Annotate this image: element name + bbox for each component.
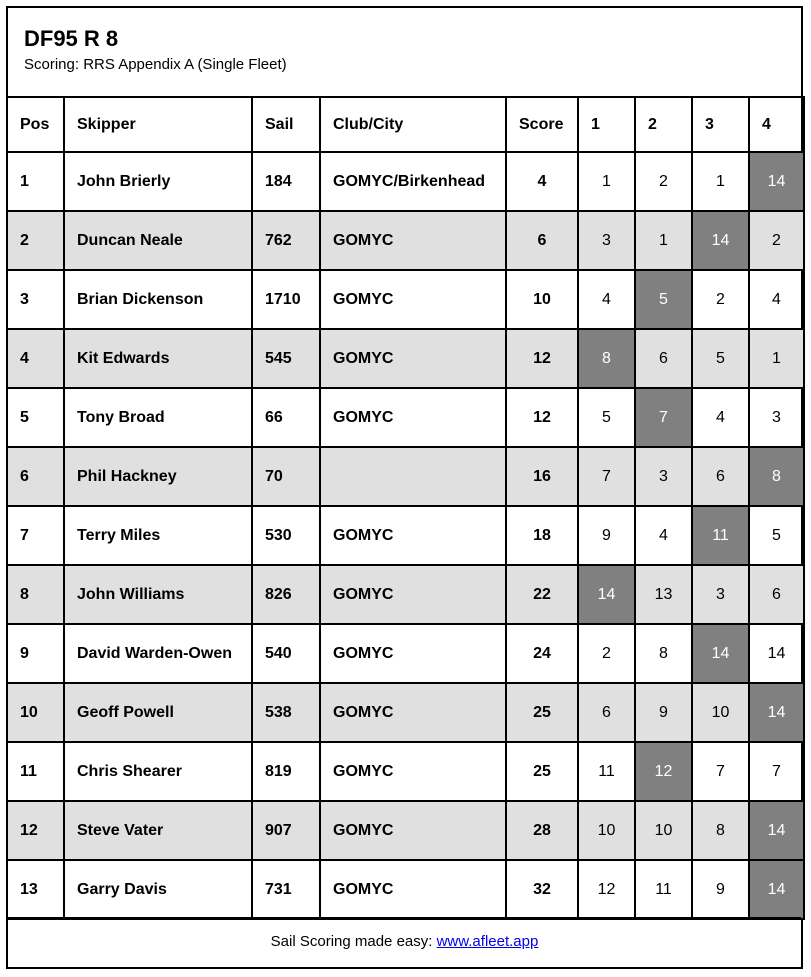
pos-cell: 5 — [7, 388, 64, 447]
sail-cell: 545 — [252, 329, 320, 388]
table-row — [7, 152, 804, 211]
race-2-cell: 3 — [635, 447, 692, 506]
club-cell: GOMYC — [320, 211, 506, 270]
skipper-cell: Brian Dickenson — [64, 270, 252, 329]
table-header-row — [7, 97, 804, 152]
race-1-cell: 10 — [578, 801, 635, 860]
score-cell: 6 — [506, 211, 578, 270]
race-3-cell: 3 — [692, 565, 749, 624]
scoring-system-label: Scoring: RRS Appendix A (Single Fleet) — [24, 56, 287, 73]
club-cell: GOMYC — [320, 506, 506, 565]
race-4-cell: 14 — [749, 624, 804, 683]
race-3-cell: 14 — [692, 211, 749, 270]
sail-cell: 538 — [252, 683, 320, 742]
club-cell: GOMYC — [320, 388, 506, 447]
column-header-race-4: 4 — [749, 97, 804, 152]
race-1-cell: 11 — [578, 742, 635, 801]
race-1-cell: 4 — [578, 270, 635, 329]
club-cell — [320, 447, 506, 506]
club-cell: GOMYC — [320, 683, 506, 742]
results-table — [6, 96, 805, 920]
skipper-cell: Phil Hackney — [64, 447, 252, 506]
score-cell: 4 — [506, 152, 578, 211]
sail-cell: 826 — [252, 565, 320, 624]
table-row — [7, 447, 804, 506]
race-4-cell: 1 — [749, 329, 804, 388]
race-4-cell: 5 — [749, 506, 804, 565]
race-2-cell: 13 — [635, 565, 692, 624]
race-4-cell: 14 — [749, 860, 804, 919]
column-header-club: Club/City — [320, 97, 506, 152]
race-2-cell: 12 — [635, 742, 692, 801]
pos-cell: 6 — [7, 447, 64, 506]
race-1-cell: 14 — [578, 565, 635, 624]
race-4-cell: 8 — [749, 447, 804, 506]
race-2-cell: 6 — [635, 329, 692, 388]
race-3-cell: 1 — [692, 152, 749, 211]
sail-cell: 819 — [252, 742, 320, 801]
footer-text: Sail Scoring made easy: — [270, 933, 437, 950]
skipper-cell: Kit Edwards — [64, 329, 252, 388]
column-header-race-3: 3 — [692, 97, 749, 152]
skipper-cell: Garry Davis — [64, 860, 252, 919]
pos-cell: 11 — [7, 742, 64, 801]
results-body — [7, 152, 804, 919]
column-header-sail: Sail — [252, 97, 320, 152]
sail-cell: 66 — [252, 388, 320, 447]
pos-cell: 8 — [7, 565, 64, 624]
pos-cell: 7 — [7, 506, 64, 565]
table-row — [7, 683, 804, 742]
race-1-cell: 1 — [578, 152, 635, 211]
table-row — [7, 388, 804, 447]
club-cell: GOMYC — [320, 860, 506, 919]
skipper-cell: Terry Miles — [64, 506, 252, 565]
score-cell: 12 — [506, 388, 578, 447]
score-cell: 25 — [506, 742, 578, 801]
score-cell: 24 — [506, 624, 578, 683]
pos-cell: 2 — [7, 211, 64, 270]
table-row — [7, 211, 804, 270]
skipper-cell: David Warden-Owen — [64, 624, 252, 683]
club-cell: GOMYC — [320, 565, 506, 624]
race-2-cell: 5 — [635, 270, 692, 329]
sail-cell: 540 — [252, 624, 320, 683]
race-4-cell: 14 — [749, 152, 804, 211]
race-4-cell: 4 — [749, 270, 804, 329]
race-3-cell: 2 — [692, 270, 749, 329]
race-4-cell: 6 — [749, 565, 804, 624]
race-4-cell: 14 — [749, 683, 804, 742]
results-header — [8, 8, 801, 96]
race-2-cell: 8 — [635, 624, 692, 683]
pos-cell: 1 — [7, 152, 64, 211]
race-4-cell: 2 — [749, 211, 804, 270]
race-3-cell: 5 — [692, 329, 749, 388]
club-cell: GOMYC — [320, 329, 506, 388]
race-3-cell: 9 — [692, 860, 749, 919]
race-1-cell: 3 — [578, 211, 635, 270]
sail-cell: 762 — [252, 211, 320, 270]
column-header-pos: Pos — [7, 97, 64, 152]
skipper-cell: Tony Broad — [64, 388, 252, 447]
race-4-cell: 14 — [749, 801, 804, 860]
sail-cell: 184 — [252, 152, 320, 211]
race-4-cell: 3 — [749, 388, 804, 447]
table-row — [7, 624, 804, 683]
score-cell: 12 — [506, 329, 578, 388]
score-cell: 18 — [506, 506, 578, 565]
footer — [8, 917, 801, 967]
sail-cell: 70 — [252, 447, 320, 506]
results-sheet — [6, 6, 803, 969]
column-header-race-2: 2 — [635, 97, 692, 152]
pos-cell: 4 — [7, 329, 64, 388]
club-cell: GOMYC — [320, 742, 506, 801]
club-cell: GOMYC — [320, 801, 506, 860]
club-cell: GOMYC — [320, 624, 506, 683]
race-1-cell: 9 — [578, 506, 635, 565]
column-header-race-1: 1 — [578, 97, 635, 152]
afleet-link[interactable]: www.afleet.app — [436, 933, 539, 950]
skipper-cell: Steve Vater — [64, 801, 252, 860]
sail-cell: 907 — [252, 801, 320, 860]
table-row — [7, 801, 804, 860]
race-3-cell: 8 — [692, 801, 749, 860]
skipper-cell: John Brierly — [64, 152, 252, 211]
race-4-cell: 7 — [749, 742, 804, 801]
sail-cell: 530 — [252, 506, 320, 565]
score-cell: 22 — [506, 565, 578, 624]
score-cell: 16 — [506, 447, 578, 506]
event-title: DF95 R 8 — [24, 26, 119, 51]
skipper-cell: Geoff Powell — [64, 683, 252, 742]
club-cell: GOMYC/Birkenhead — [320, 152, 506, 211]
race-1-cell: 8 — [578, 329, 635, 388]
table-row — [7, 329, 804, 388]
column-header-score: Score — [506, 97, 578, 152]
race-2-cell: 1 — [635, 211, 692, 270]
score-cell: 10 — [506, 270, 578, 329]
race-3-cell: 10 — [692, 683, 749, 742]
table-row — [7, 860, 804, 919]
score-cell: 32 — [506, 860, 578, 919]
race-2-cell: 10 — [635, 801, 692, 860]
race-1-cell: 2 — [578, 624, 635, 683]
race-3-cell: 14 — [692, 624, 749, 683]
skipper-cell: Duncan Neale — [64, 211, 252, 270]
table-row — [7, 742, 804, 801]
race-2-cell: 2 — [635, 152, 692, 211]
pos-cell: 12 — [7, 801, 64, 860]
pos-cell: 9 — [7, 624, 64, 683]
score-cell: 25 — [506, 683, 578, 742]
race-3-cell: 7 — [692, 742, 749, 801]
table-row — [7, 506, 804, 565]
score-cell: 28 — [506, 801, 578, 860]
race-1-cell: 12 — [578, 860, 635, 919]
sail-cell: 731 — [252, 860, 320, 919]
table-row — [7, 565, 804, 624]
pos-cell: 13 — [7, 860, 64, 919]
skipper-cell: Chris Shearer — [64, 742, 252, 801]
race-3-cell: 11 — [692, 506, 749, 565]
table-row — [7, 270, 804, 329]
race-2-cell: 7 — [635, 388, 692, 447]
race-1-cell: 7 — [578, 447, 635, 506]
pos-cell: 10 — [7, 683, 64, 742]
race-3-cell: 6 — [692, 447, 749, 506]
column-header-skipper: Skipper — [64, 97, 252, 152]
race-1-cell: 6 — [578, 683, 635, 742]
race-2-cell: 4 — [635, 506, 692, 565]
pos-cell: 3 — [7, 270, 64, 329]
race-3-cell: 4 — [692, 388, 749, 447]
sail-cell: 1710 — [252, 270, 320, 329]
race-2-cell: 9 — [635, 683, 692, 742]
skipper-cell: John Williams — [64, 565, 252, 624]
club-cell: GOMYC — [320, 270, 506, 329]
race-2-cell: 11 — [635, 860, 692, 919]
race-1-cell: 5 — [578, 388, 635, 447]
